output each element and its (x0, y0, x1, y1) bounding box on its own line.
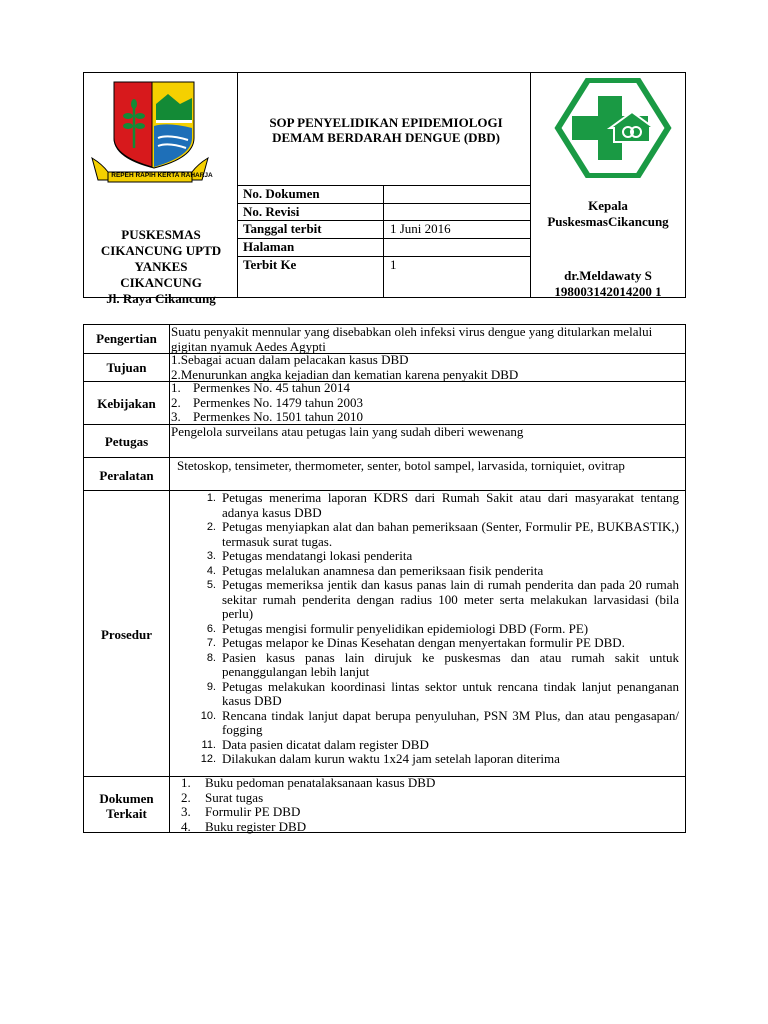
prosedur-step (172, 520, 679, 549)
step-text: Petugas memeriksa jentik dan kasus panas lain di rumah penderita dan pada 20 rumah sekitar rumah penderita dengan radius 100 meter serta melakukan larvasidasi (bila perlu) (222, 577, 679, 621)
step-number: 3. (206, 550, 216, 562)
org-line: CIKANCUNG (120, 275, 202, 290)
step-text: Petugas menerima laporan KDRS dari Rumah Sakit atau dari masyarakat tentang adanya kasus DBD (222, 490, 679, 520)
prosedur-list (172, 491, 679, 767)
signatory-name: dr.Meldawaty S (564, 268, 652, 283)
meta-label: Terbit Ke (243, 257, 297, 272)
list-item (171, 410, 683, 425)
tujuan-item: 1.Sebagai acuan dalam pelacakan kasus DBD (171, 352, 409, 367)
meta-value: 1 Juni 2016 (390, 221, 451, 236)
meta-label: Halaman (243, 239, 295, 254)
step-number: 1. (206, 492, 216, 504)
peralatan-text: Stetoskop, tensimeter, thermometer, senter, botol sampel, larvasida, torniquiet, ovitrap (177, 458, 625, 473)
step-text: Data pasien dicatat dalam register DBD (222, 736, 429, 752)
org-line: PUSKESMAS (121, 227, 201, 242)
dokumen-item: Buku pedoman penatalaksanaan kasus DBD (205, 775, 436, 790)
kebijakan-list (171, 381, 683, 425)
document-title (242, 115, 530, 145)
step-number: 10. (200, 709, 216, 722)
step-text: Dilakukan dalam kurun waktu 1x24 jam setelah laporan diterima (222, 751, 560, 766)
meta-label: Tanggal terbit (243, 221, 322, 236)
item-number: 1. (181, 775, 191, 790)
dokumen-list (171, 776, 683, 834)
kebijakan-item: Permenkes No. 1479 tahun 2003 (193, 394, 364, 410)
step-text: Petugas melapor ke Dinas Kesehatan dengan menyertakan formulir PE DBD. (222, 635, 625, 650)
row-label: Prosedur (100, 627, 153, 642)
item-number: 3. (171, 409, 181, 424)
tujuan-list (171, 353, 683, 382)
prosedur-step (172, 636, 679, 651)
list-item (171, 805, 683, 820)
kebijakan-item: Permenkes No. 1501 tahun 2010 (193, 409, 364, 424)
list-item (171, 820, 683, 835)
label-col-divider (169, 324, 170, 833)
label-line: Terkait (106, 806, 147, 821)
item-number: 4. (181, 818, 191, 834)
step-text: Petugas melakukan koordinasi lintas sektor untuk rencana tindak lanjut penanganan kasus DBD (222, 678, 679, 708)
prosedur-step (172, 549, 679, 564)
dokumen-item: Buku register DBD (205, 818, 307, 834)
prosedur-step (172, 651, 679, 680)
item-number: 2. (181, 789, 191, 805)
step-text: Petugas menyiapkan alat dan bahan pemeriksaan (Senter, Formulir PE, BUKBASTIK,) termasuk surat tugas. (222, 519, 679, 549)
org-address: Jl. Raya Cikancung (106, 291, 216, 306)
prosedur-step (172, 578, 679, 622)
step-text: Petugas mendatangi lokasi penderita (222, 548, 413, 563)
list-item (171, 776, 683, 791)
prosedur-step (172, 709, 679, 738)
dokumen-item: Surat tugas (205, 789, 264, 805)
step-number: 9. (206, 680, 216, 693)
row-label (84, 791, 169, 821)
row-label: Pengertian (96, 331, 157, 346)
step-text: Petugas melalukan anamnesa dan pemeriksaan fisik penderita (222, 562, 544, 578)
item-number: 1. (171, 380, 181, 395)
step-number: 4. (206, 564, 216, 577)
puskesmas-logo (554, 78, 672, 178)
role-line: Kepala (588, 198, 628, 213)
signatory-role (532, 198, 684, 230)
row-label: Peralatan (99, 468, 154, 483)
organization-name (84, 227, 238, 307)
prosedur-step (172, 564, 679, 579)
item-number: 2. (171, 394, 181, 410)
tujuan-item: 2.Menurunkan angka kejadian dan kematian karena penyakit DBD (171, 366, 519, 382)
step-number: 8. (206, 651, 216, 664)
pengertian-text: Suatu penyakit mennular yang disebabkan oleh infeksi virus dengue yang ditularkan melalui gigitan nyamuk Aedes Agypti (171, 324, 653, 354)
dokumen-item: Formulir PE DBD (205, 804, 301, 819)
kebijakan-item: Permenkes No. 45 tahun 2014 (193, 380, 351, 395)
list-item (171, 381, 683, 396)
crest-banner-text: REPEH RAPIH KERTA RAHARJA (111, 172, 213, 179)
step-number: 12. (200, 753, 216, 765)
prosedur-step (172, 680, 679, 709)
meta-label: No. Revisi (243, 204, 300, 219)
meta-col-divider (383, 185, 384, 298)
step-number: 11. (201, 738, 216, 751)
step-text: Petugas mengisi formulir penyelidikan epidemiologi DBD (Form. PE) (222, 620, 589, 636)
org-line: YANKES (134, 259, 188, 274)
step-number: 2. (206, 521, 216, 533)
prosedur-step (172, 622, 679, 637)
label-line: Dokumen (99, 791, 154, 806)
signatory-name-block (532, 268, 684, 300)
prosedur-step (172, 752, 679, 767)
regency-crest-logo (88, 76, 212, 186)
row-label: Kebijakan (97, 396, 156, 411)
prosedur-step (172, 491, 679, 520)
item-number: 3. (181, 804, 191, 819)
meta-label: No. Dokumen (243, 186, 320, 201)
step-number: 7. (206, 637, 216, 649)
prosedur-step (172, 738, 679, 753)
list-item (171, 396, 683, 411)
org-line: CIKANCUNG UPTD (100, 243, 222, 258)
title-line: SOP PENYELIDIKAN EPIDEMIOLOGI (269, 115, 503, 130)
row-label: Petugas (104, 434, 149, 449)
row-label: Tujuan (106, 360, 147, 375)
role-line: PuskesmasCikancung (547, 214, 669, 229)
petugas-text: Pengelola surveilans atau petugas lain yang sudah diberi wewenang (171, 424, 524, 439)
step-text: Rencana tindak lanjut dapat berupa penyuluhan, PSN 3M Plus, dan atau pengasapan/ fogging (222, 707, 679, 737)
list-item (171, 791, 683, 806)
meta-value: 1 (390, 257, 397, 272)
step-number: 6. (206, 622, 216, 635)
signatory-nip: 198003142014200 1 (554, 284, 662, 299)
title-line: DEMAM BERDARAH DENGUE (DBD) (272, 130, 500, 145)
step-text: Pasien kasus panas lain dirujuk ke puskesmas dan atau rumah sakit untuk penanggulangan lebih lanjut (222, 649, 679, 679)
step-number: 5. (206, 579, 216, 591)
header-divider-right (530, 72, 531, 298)
